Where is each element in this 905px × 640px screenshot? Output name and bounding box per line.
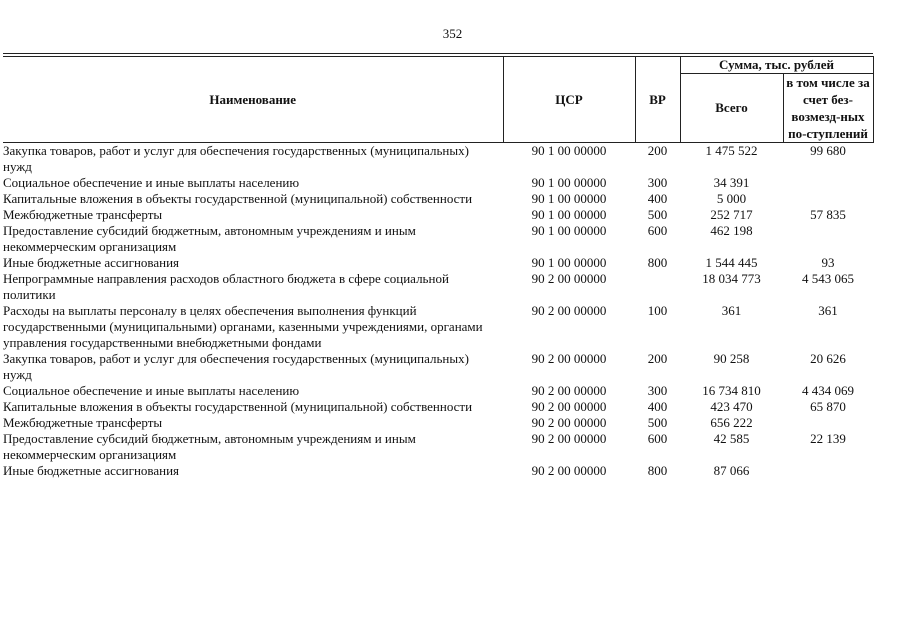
row-name: Социальное обеспечение и иные выплаты населению <box>3 175 300 190</box>
row-vr: 300 <box>647 383 668 398</box>
row-name: Закупка товаров, работ и услуг для обеспечения государственных (муниципальных) нужд <box>3 351 469 382</box>
row-csr: 90 1 00 00000 <box>531 143 607 158</box>
row-csr: 90 1 00 00000 <box>531 255 607 270</box>
row-name: Капитальные вложения в объекты государственной (муниципальной) собственности <box>3 191 473 206</box>
row-free <box>783 223 873 255</box>
row-csr: 90 2 00 00000 <box>531 463 607 478</box>
row-vr: 600 <box>647 431 668 446</box>
row-total: 87 066 <box>713 463 750 478</box>
header-total: Всего <box>680 74 783 143</box>
row-free: 65 870 <box>810 399 846 414</box>
budget-table <box>3 56 874 479</box>
row-free: 20 626 <box>810 351 846 366</box>
row-vr: 400 <box>647 191 668 206</box>
row-vr: 600 <box>647 223 668 238</box>
row-vr <box>635 271 680 303</box>
row-name: Расходы на выплаты персоналу в целях обеспечения выполнения функций государственными (муниципальными) органами, казенными учреждениями, органами управления государственными внебюджетными фондами <box>3 303 483 350</box>
header-vr: ВР <box>635 57 680 143</box>
row-total: 5 000 <box>716 191 747 206</box>
table-row <box>3 463 873 479</box>
header-csr: ЦСР <box>503 57 635 143</box>
row-vr: 400 <box>647 399 668 414</box>
row-free: 4 543 065 <box>802 271 854 286</box>
table-row <box>3 175 873 191</box>
row-total: 1 475 522 <box>705 143 758 158</box>
row-csr: 90 2 00 00000 <box>531 399 607 414</box>
row-free <box>783 463 873 479</box>
row-name: Капитальные вложения в объекты государственной (муниципальной) собственности <box>3 399 473 414</box>
row-csr: 90 1 00 00000 <box>531 191 607 206</box>
header-sum: Сумма, тыс. рублей <box>680 57 873 74</box>
row-free: 93 <box>821 255 835 270</box>
table-body <box>3 143 873 480</box>
page-number: 352 <box>442 26 463 41</box>
row-vr: 500 <box>647 207 668 222</box>
table-row <box>3 383 873 399</box>
row-csr: 90 1 00 00000 <box>531 223 607 238</box>
table-row <box>3 223 873 255</box>
row-free <box>783 191 873 207</box>
row-vr: 500 <box>647 415 668 430</box>
table-header <box>3 57 873 143</box>
row-vr: 100 <box>647 303 668 318</box>
row-vr: 800 <box>647 463 668 478</box>
table-row <box>3 351 873 383</box>
row-total: 18 034 773 <box>702 271 761 286</box>
row-name: Непрограммные направления расходов областного бюджета в сфере социальной политики <box>3 271 449 302</box>
table-row <box>3 415 873 431</box>
row-vr: 300 <box>647 175 668 190</box>
row-name: Иные бюджетные ассигнования <box>3 463 180 478</box>
row-name: Предоставление субсидий бюджетным, автономным учреждениям и иным некоммерческим организациям <box>3 431 416 462</box>
row-csr: 90 2 00 00000 <box>531 383 607 398</box>
table-row <box>3 431 873 463</box>
row-vr: 800 <box>647 255 668 270</box>
header-free: в том числе за счет без-возмезд-ных по-ступлений <box>783 74 873 143</box>
row-vr: 200 <box>647 351 668 366</box>
table-row <box>3 207 873 223</box>
row-csr: 90 2 00 00000 <box>531 271 607 286</box>
header-name: Наименование <box>3 57 503 143</box>
top-rule <box>3 53 873 54</box>
row-total: 90 258 <box>713 351 750 366</box>
row-name: Социальное обеспечение и иные выплаты населению <box>3 383 300 398</box>
row-csr: 90 2 00 00000 <box>531 303 607 318</box>
row-total: 361 <box>721 303 742 318</box>
row-total: 423 470 <box>710 399 753 414</box>
row-name: Межбюджетные трансферты <box>3 415 163 430</box>
table-row <box>3 271 873 303</box>
row-total: 42 585 <box>713 431 750 446</box>
table-row <box>3 399 873 415</box>
row-vr: 200 <box>647 143 668 158</box>
row-name: Закупка товаров, работ и услуг для обеспечения государственных (муниципальных) нужд <box>3 143 469 174</box>
row-csr: 90 2 00 00000 <box>531 415 607 430</box>
row-free: 22 139 <box>810 431 846 446</box>
row-free <box>783 175 873 191</box>
row-total: 34 391 <box>713 175 750 190</box>
row-name: Предоставление субсидий бюджетным, автономным учреждениям и иным некоммерческим организациям <box>3 223 416 254</box>
row-csr: 90 1 00 00000 <box>531 175 607 190</box>
row-total: 16 734 810 <box>702 383 761 398</box>
table-row <box>3 191 873 207</box>
row-total: 1 544 445 <box>705 255 758 270</box>
table-row <box>3 255 873 271</box>
row-free: 361 <box>818 303 838 318</box>
row-total: 656 222 <box>710 415 753 430</box>
table-row <box>3 303 873 351</box>
row-name: Иные бюджетные ассигнования <box>3 255 180 270</box>
row-csr: 90 2 00 00000 <box>531 431 607 446</box>
row-name: Межбюджетные трансферты <box>3 207 163 222</box>
row-free <box>783 415 873 431</box>
row-total: 462 198 <box>710 223 753 238</box>
row-total: 252 717 <box>710 207 753 222</box>
row-csr: 90 1 00 00000 <box>531 207 607 222</box>
table-row <box>3 143 873 176</box>
row-csr: 90 2 00 00000 <box>531 351 607 366</box>
row-free: 4 434 069 <box>802 383 854 398</box>
row-free: 99 680 <box>810 143 846 158</box>
row-free: 57 835 <box>810 207 846 222</box>
